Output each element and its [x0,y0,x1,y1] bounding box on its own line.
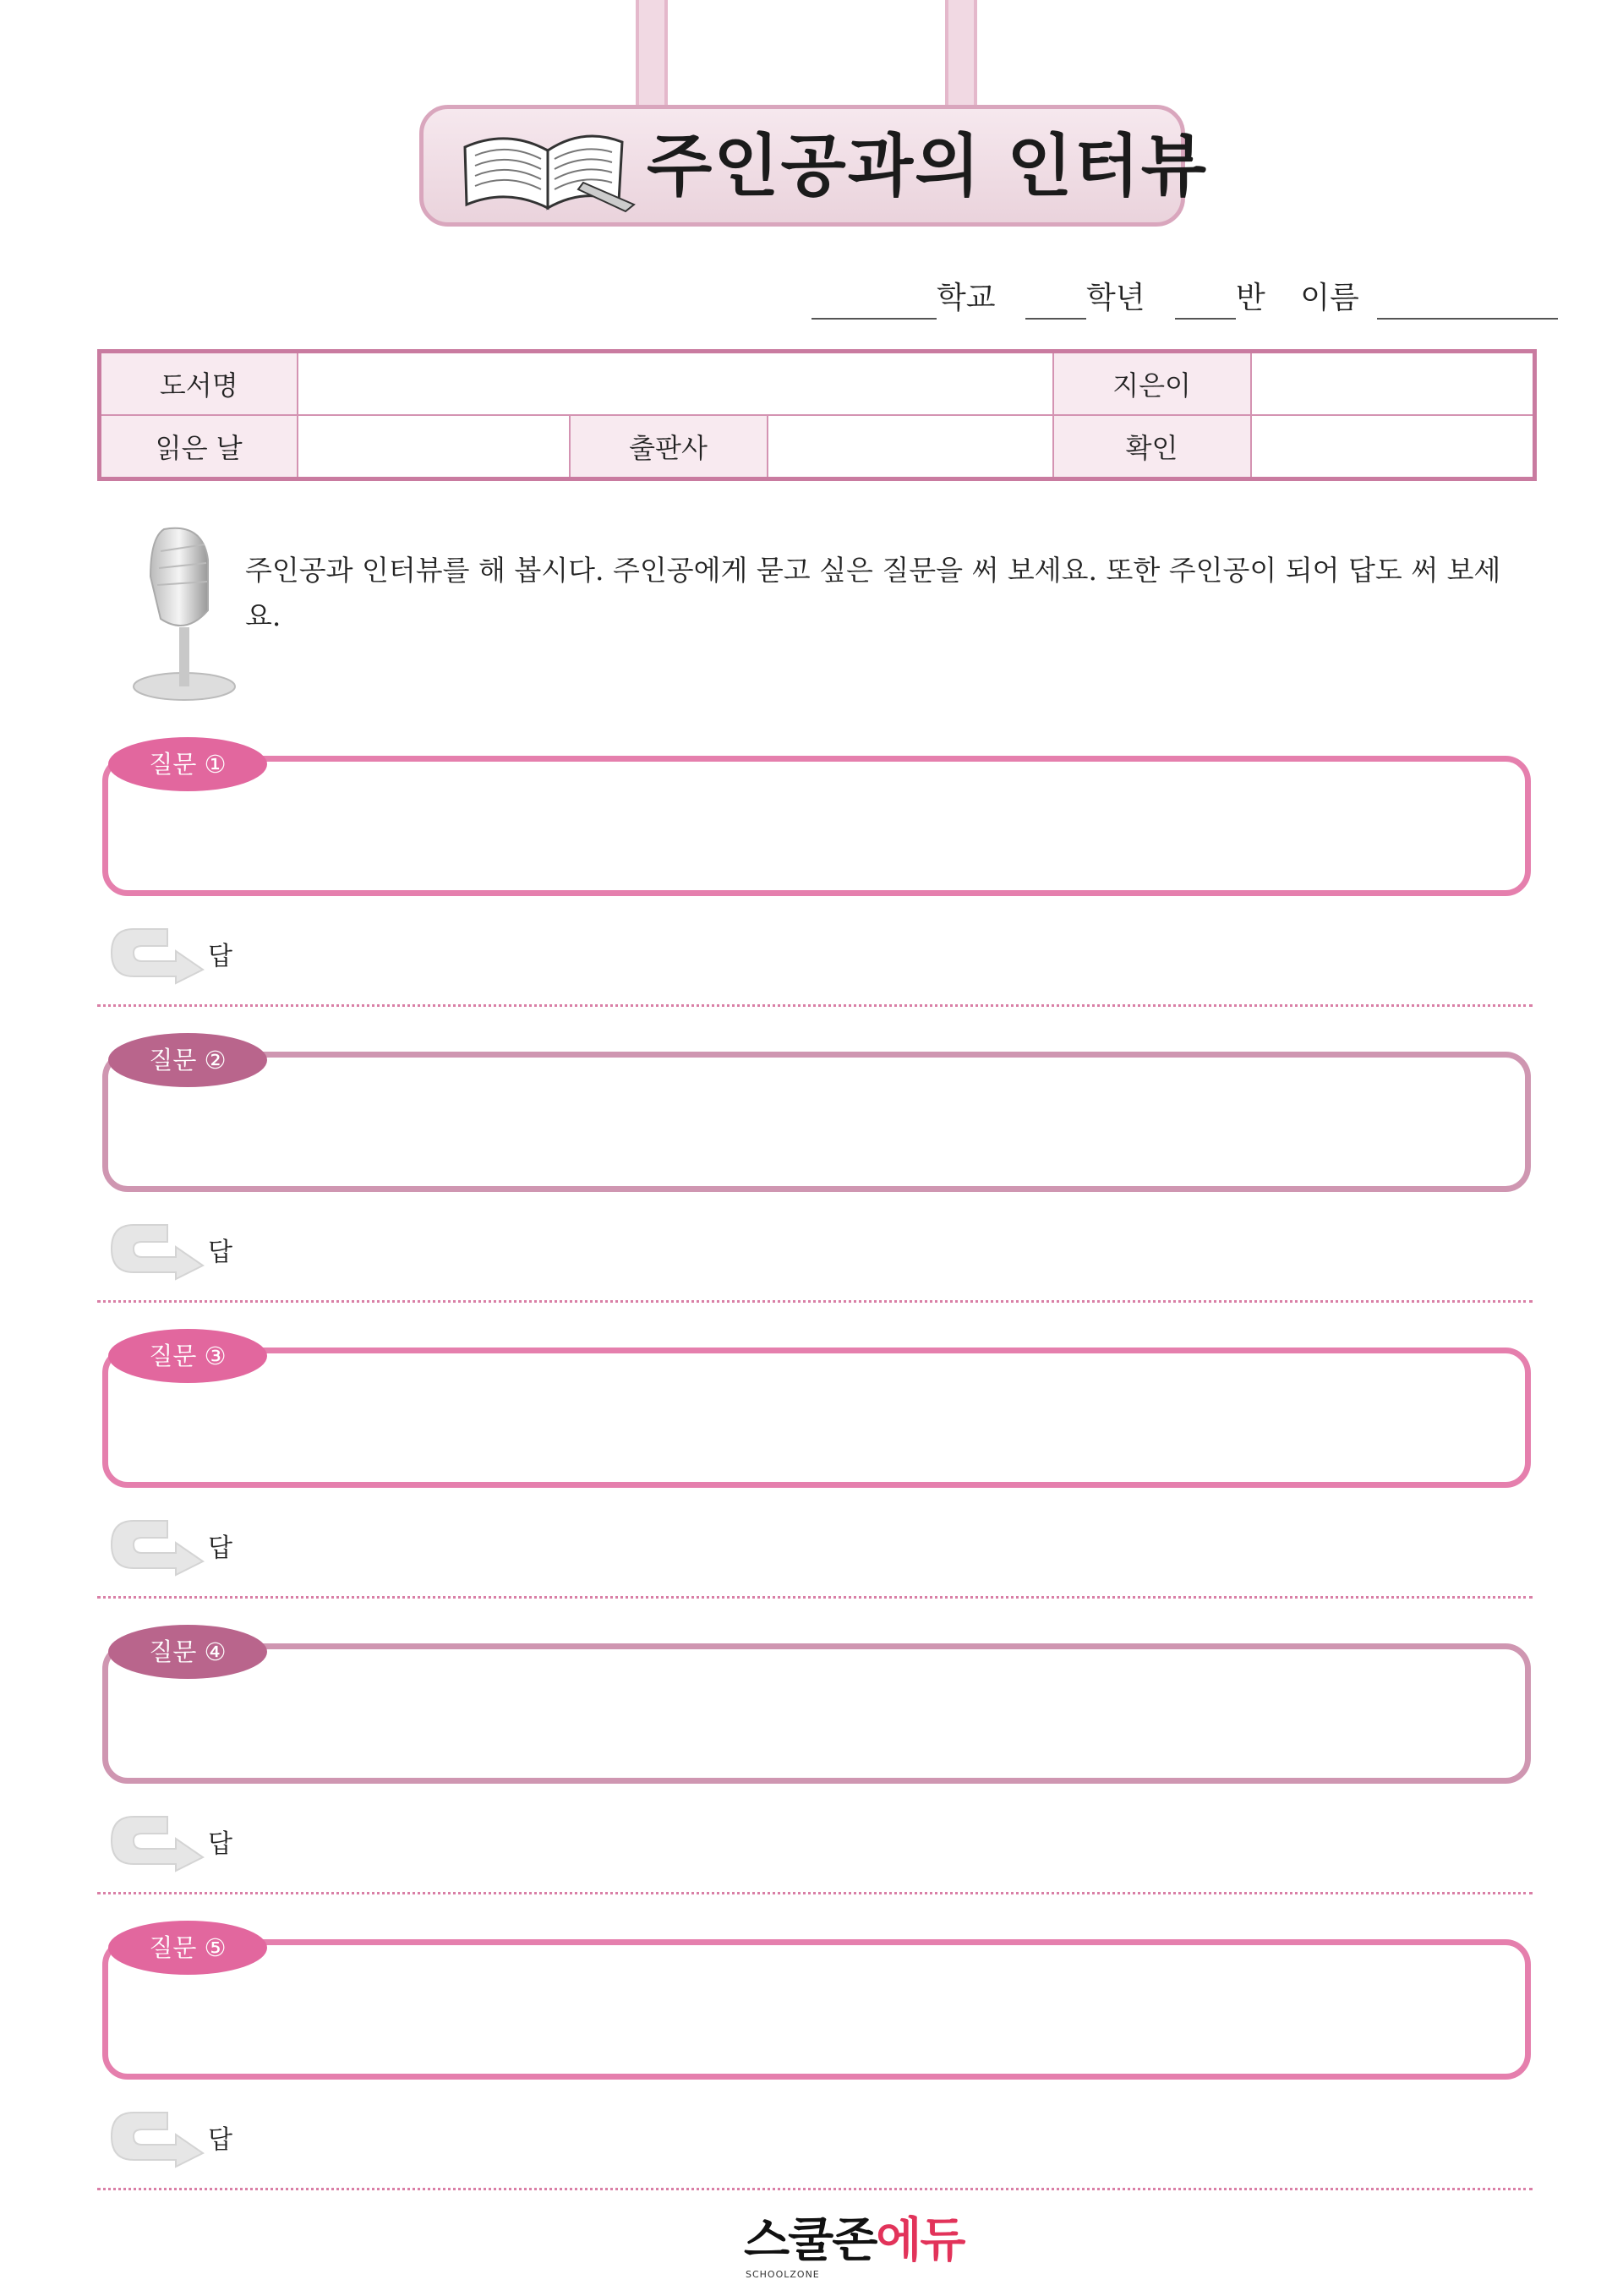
answer-arrow-icon [108,1812,206,1872]
school-line [812,277,1558,320]
name-blank[interactable] [1377,284,1558,320]
logo-sub-text: SCHOOLZONE [746,2269,820,2280]
publisher-label: 출판사 [570,415,768,479]
answer-5-line[interactable] [97,2188,1533,2190]
answer-1-line[interactable] [97,1004,1533,1007]
answer-4-line[interactable] [97,1892,1533,1894]
question-3-box[interactable] [102,1348,1531,1488]
class-label: 반 [1236,281,1265,315]
school-label: 학교 [937,281,996,315]
answer-2-line[interactable] [97,1300,1533,1303]
instruction-text: 주인공과 인터뷰를 해 봅시다. 주인공에게 묻고 싶은 질문을 써 보세요. 또한 주인공이 되어 답도 써 보세요. [245,554,1501,632]
open-book-icon [456,117,642,216]
book-info-table [97,349,1537,481]
read-date-label: 읽은 날 [100,415,298,479]
schoolzone-logo [744,2211,965,2279]
answer-1-label: 답 [208,942,232,971]
grade-label: 학년 [1086,281,1145,315]
question-5-badge: 질문 ⑤ [108,1921,267,1975]
microphone-icon [127,526,242,703]
question-4-badge: 질문 ④ [108,1625,267,1679]
answer-arrow-icon [108,924,206,985]
question-5-box[interactable] [102,1939,1531,2080]
question-1-box[interactable] [102,756,1531,896]
logo-accent-text: 에듀 [876,2213,965,2268]
page-title: 주인공과의 인터뷰 [647,127,1209,205]
logo-main-text: 스쿨존 [744,2213,877,2268]
read-date-field[interactable] [298,415,570,479]
school-blank[interactable] [812,284,937,320]
author-label: 지은이 [1053,352,1251,416]
answer-2-label: 답 [208,1238,232,1267]
publisher-field[interactable] [768,415,1053,479]
confirm-field[interactable] [1251,415,1535,479]
book-title-label: 도서명 [100,352,298,416]
hanger-ribbon-left [636,0,668,112]
answer-5-label: 답 [208,2125,232,2155]
question-2-box[interactable] [102,1052,1531,1192]
question-3-badge: 질문 ③ [108,1329,267,1383]
answer-arrow-icon [108,1516,206,1577]
question-1-badge: 질문 ① [108,737,267,791]
question-4-box[interactable] [102,1643,1531,1784]
answer-3-label: 답 [208,1533,232,1563]
answer-3-line[interactable] [97,1596,1533,1599]
answer-4-label: 답 [208,1829,232,1859]
hanger-ribbon-right [945,0,977,112]
book-title-field[interactable] [298,352,1053,416]
confirm-label: 확인 [1053,415,1251,479]
author-field[interactable] [1251,352,1535,416]
name-label: 이름 [1300,281,1359,315]
grade-blank[interactable] [1025,284,1086,320]
question-2-badge: 질문 ② [108,1033,267,1087]
answer-arrow-icon [108,1220,206,1281]
answer-arrow-icon [108,2107,206,2168]
class-blank[interactable] [1175,284,1236,320]
